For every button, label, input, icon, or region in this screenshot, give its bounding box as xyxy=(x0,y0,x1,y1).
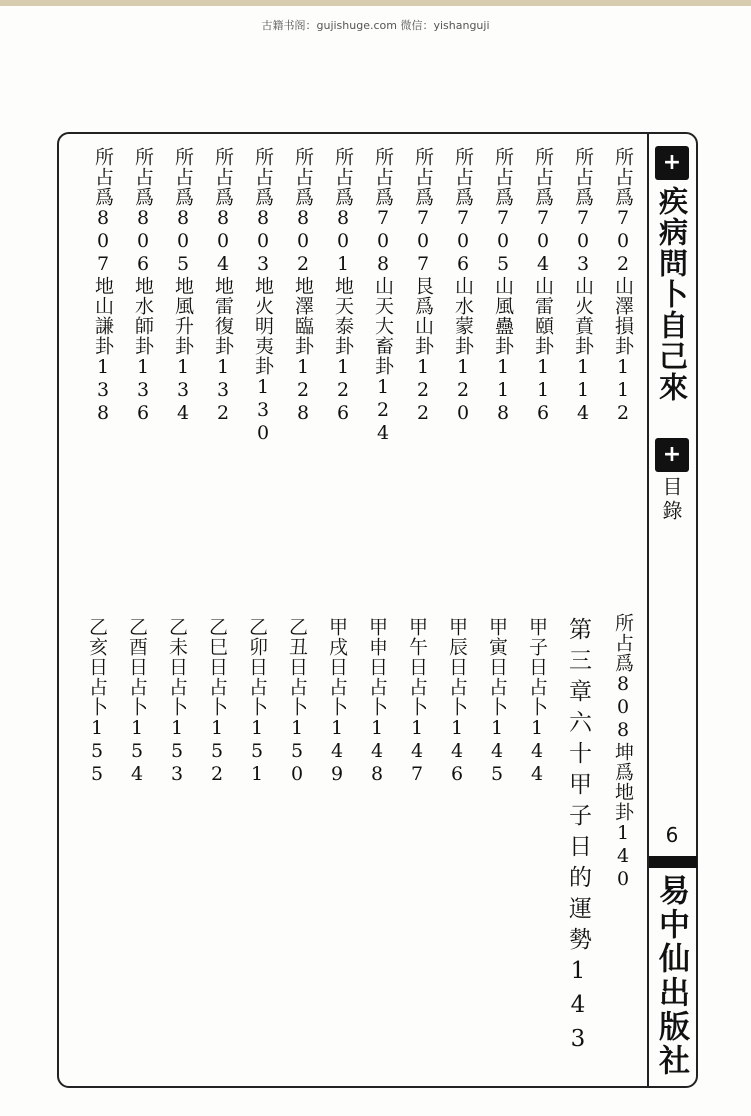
toc-entry: 甲辰日占卜146 xyxy=(446,617,468,786)
toc-entry: 所占爲708山天大畜卦124 xyxy=(372,147,394,445)
toc-entry: 乙卯日占卜151 xyxy=(246,617,268,786)
toc-entry: 所占爲704山雷頤卦116 xyxy=(532,147,554,425)
toc-entry: 乙巳日占卜152 xyxy=(206,617,228,786)
toc-entry: 所占爲803地火明夷卦130 xyxy=(252,147,274,445)
toc-entry: 所占爲804地雷復卦132 xyxy=(212,147,234,425)
toc-entry: 乙亥日占卜155 xyxy=(86,617,108,786)
toc-entry: 甲午日占卜147 xyxy=(406,617,428,786)
toc-entry: 乙丑日占卜150 xyxy=(286,617,308,786)
toc-entry: 所占爲806地水師卦136 xyxy=(132,147,154,425)
book-plus-emblem-icon: + xyxy=(655,438,689,472)
toc-entry: 所占爲705山風蠱卦118 xyxy=(492,147,514,425)
toc-entry: 所占爲805地風升卦134 xyxy=(172,147,194,425)
publisher-name: 易中仙出版社 xyxy=(653,874,689,1078)
toc-entry: 所占爲808坤爲地卦140 xyxy=(612,613,634,891)
watermark: 古籍书阁：gujishuge.com 微信：yishanguji xyxy=(261,19,490,32)
toc-entry: 所占爲706山水蒙卦120 xyxy=(452,147,474,425)
section-label: 目錄 xyxy=(659,476,683,524)
chapter-heading: 第三章六十甲子日的運勢143 xyxy=(565,617,591,1060)
page-number: 6 xyxy=(665,823,679,847)
toc-entry: 所占爲702山澤損卦112 xyxy=(612,147,634,425)
toc-entry: 甲寅日占卜145 xyxy=(486,617,508,786)
toc-entry: 乙未日占卜153 xyxy=(166,617,188,786)
toc-entry: 乙酉日占卜154 xyxy=(126,617,148,786)
book-plus-emblem-icon: + xyxy=(655,146,689,180)
book-title: 疾病問卜自己來 xyxy=(655,186,689,403)
toc-entry: 所占爲801地天泰卦126 xyxy=(332,147,354,425)
toc-entry: 所占爲807地山謙卦138 xyxy=(92,147,114,425)
divider-bar xyxy=(649,856,697,868)
toc-entry: 甲戌日占卜149 xyxy=(326,617,348,786)
toc-entry: 所占爲802地澤臨卦128 xyxy=(292,147,314,425)
toc-entry: 所占爲707艮爲山卦122 xyxy=(412,147,434,425)
toc-entry: 甲子日占卜144 xyxy=(526,617,548,786)
top-border-band xyxy=(0,0,751,6)
toc-entry: 所占爲703山火賁卦114 xyxy=(572,147,594,425)
toc-entry: 甲申日占卜148 xyxy=(366,617,388,786)
